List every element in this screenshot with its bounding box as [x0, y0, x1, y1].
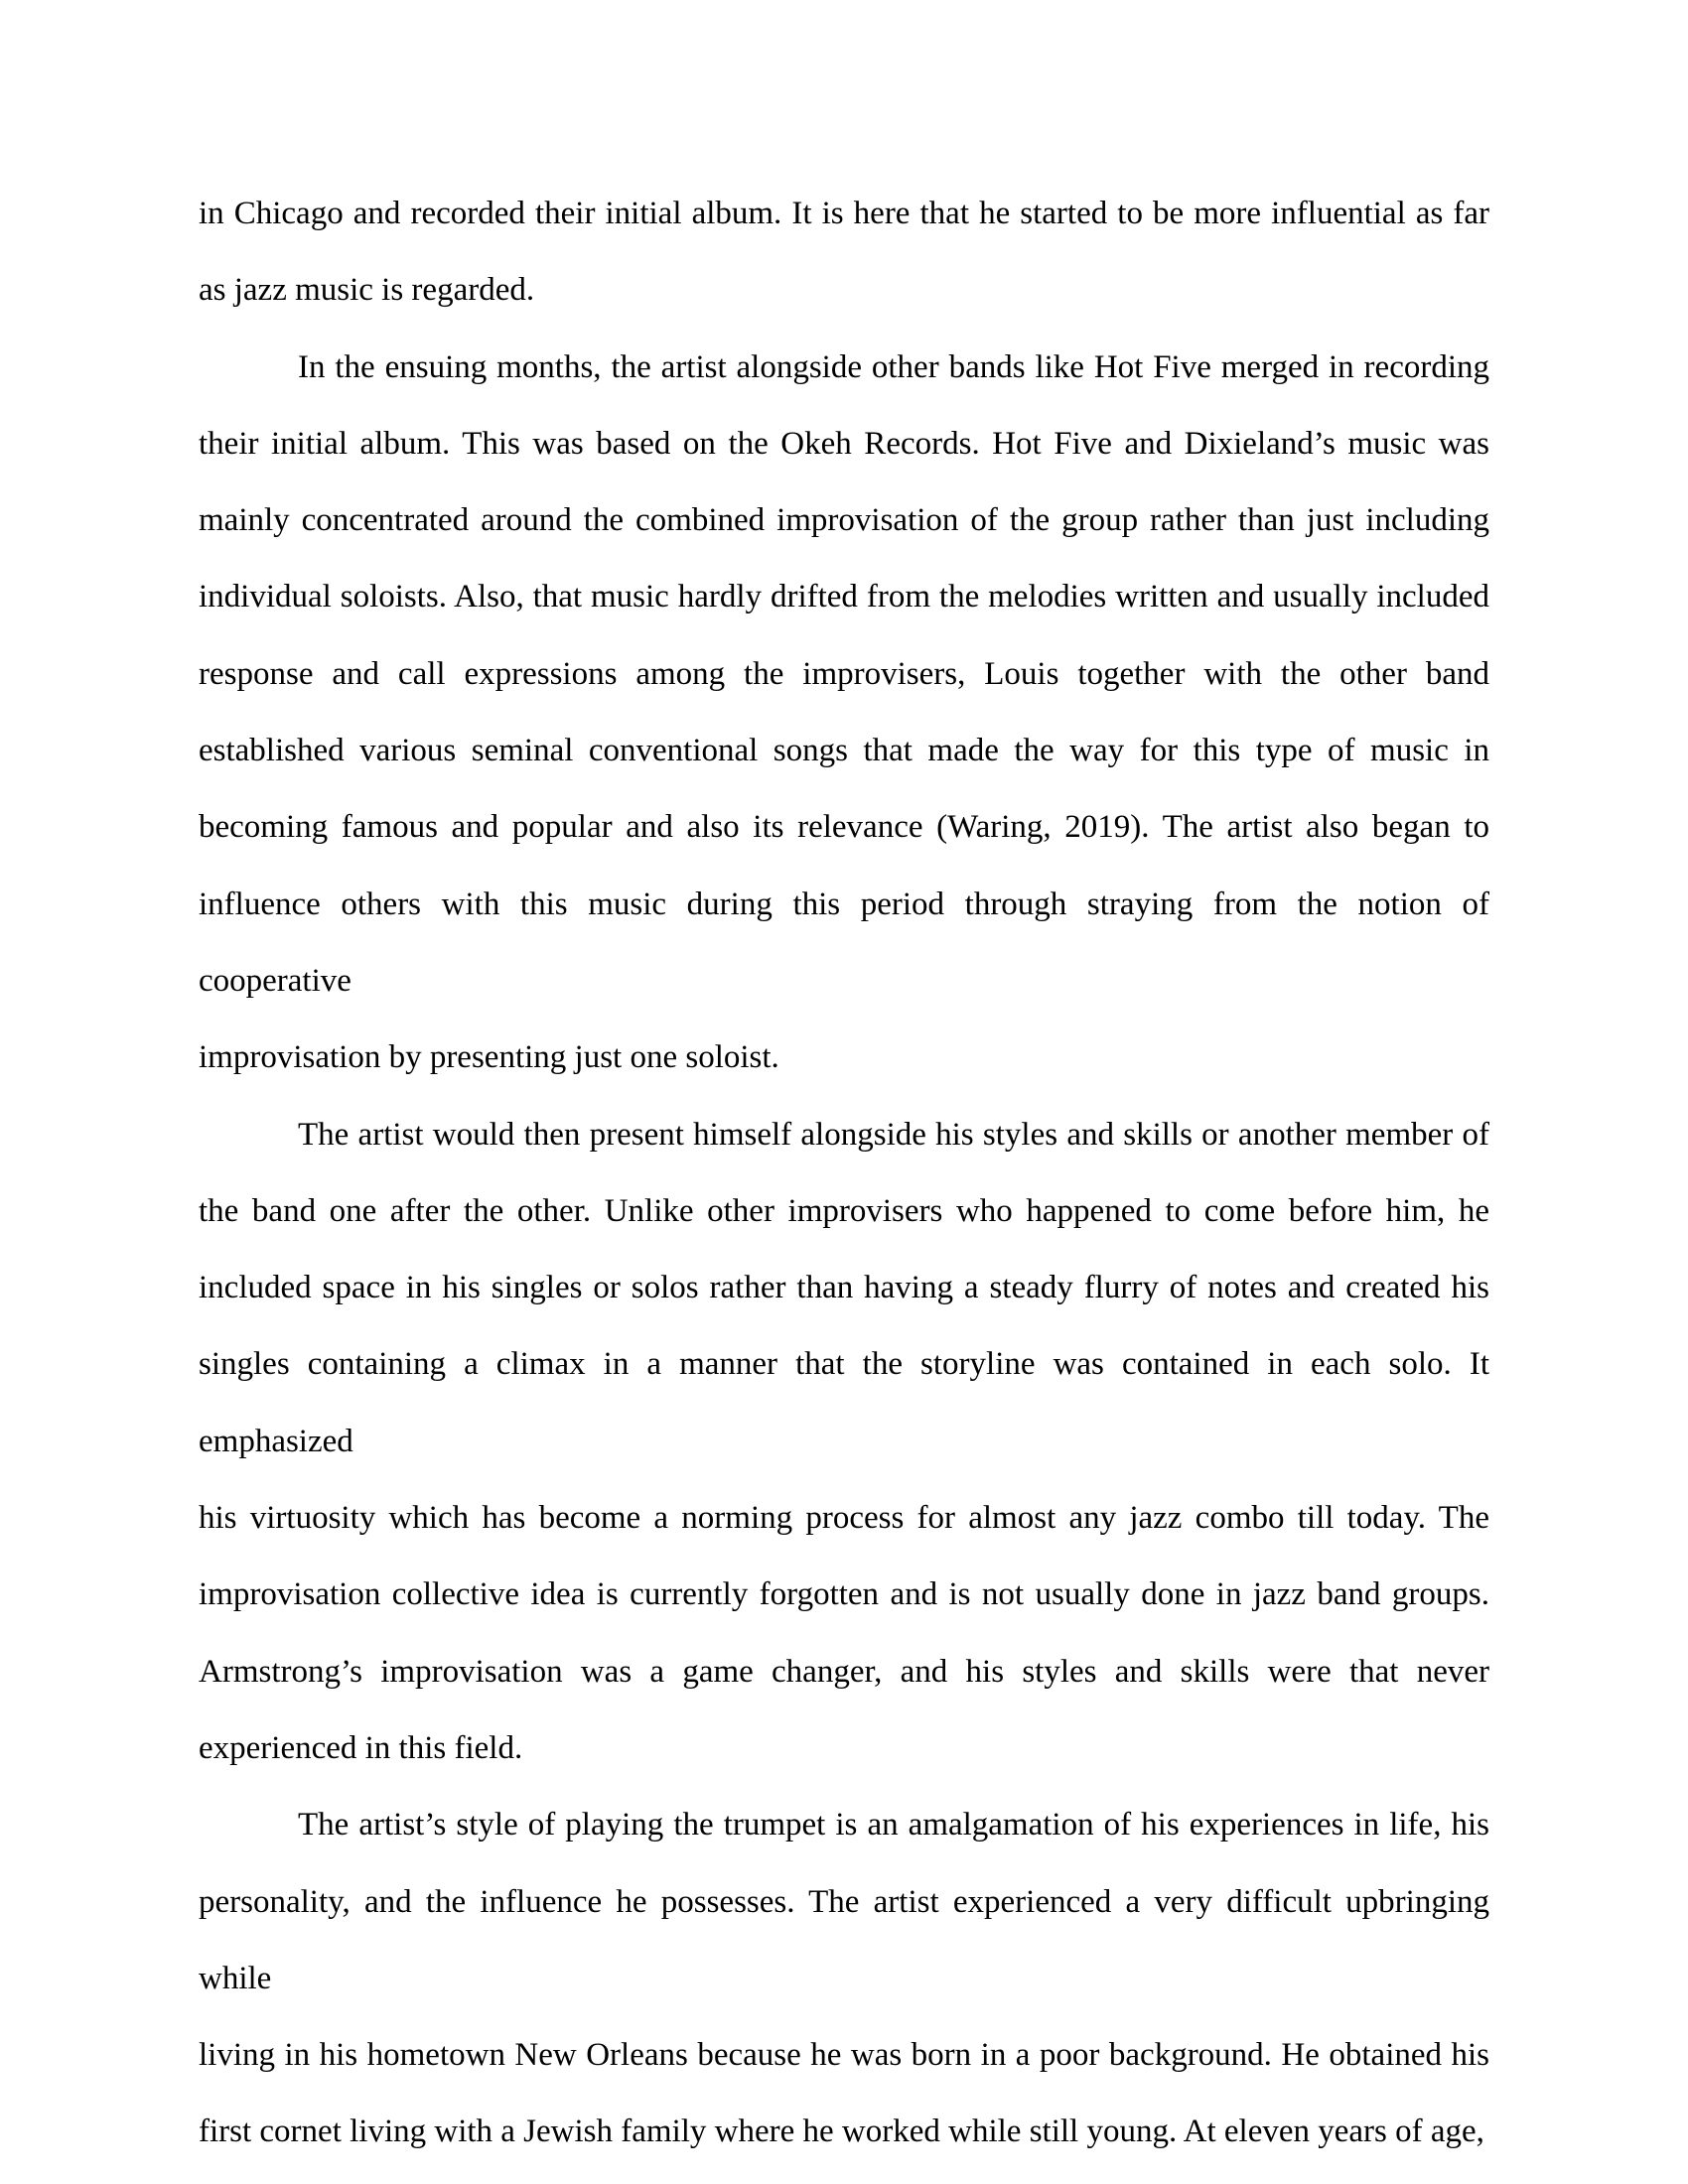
- text-line: personality, and the influence he possesses. The artist experienced a very difficult upbringing while: [199, 1883, 1489, 1996]
- text-line: improvisation by presenting just one soloist.: [199, 1039, 779, 1076]
- text-line: response and call expressions among the improvisers, Louis together with the other band: [199, 655, 1489, 692]
- text-line: improvisation collective idea is currently forgotten and is not usually done in jazz band groups.: [199, 1576, 1489, 1613]
- text-line: the band one after the other. Unlike other improvisers who happened to come before him, he: [199, 1192, 1489, 1229]
- text-line: included space in his singles or solos rather than having a steady flurry of notes and created his: [199, 1270, 1489, 1306]
- text-line: singles containing a climax in a manner that the storyline was contained in each solo. It emphasized: [199, 1346, 1489, 1459]
- paragraph: [199, 176, 1489, 330]
- text-line: living in his hometown New Orleans because he was born in a poor background. He obtained his: [199, 2037, 1489, 2074]
- text-line: his virtuosity which has become a norming process for almost any jazz combo till today. The: [199, 1500, 1489, 1537]
- text-line: established various seminal conventional songs that made the way for this type of music in: [199, 733, 1489, 769]
- text-line: their initial album. This was based on the Okeh Records. Hot Five and Dixieland’s music was: [199, 425, 1489, 462]
- text-line: The artist’s style of playing the trumpet is an amalgamation of his experiences in life, his: [298, 1807, 1489, 1843]
- text-line: in Chicago and recorded their initial album. It is here that he started to be more influential as far: [199, 196, 1489, 231]
- text-line: Armstrong’s improvisation was a game changer, and his styles and skills were that never: [199, 1653, 1489, 1690]
- paragraph: [199, 330, 1489, 1097]
- paragraph: [199, 1787, 1489, 2170]
- text-line: first cornet living with a Jewish family where he worked while still young. At eleven years of age,: [199, 2114, 1484, 2150]
- text-line: individual soloists. Also, that music hardly drifted from the melodies written and usually included: [199, 579, 1489, 615]
- text-line: The artist would then present himself alongside his styles and skills or another member of: [298, 1116, 1489, 1153]
- text-line: becoming famous and popular and also its relevance (Waring, 2019). The artist also began to: [199, 809, 1489, 846]
- text-line: as jazz music is regarded.: [199, 272, 535, 309]
- text-line: influence others with this music during this period through straying from the notion of cooperative: [199, 886, 1489, 999]
- paragraph: [199, 1097, 1489, 1788]
- text-line: In the ensuing months, the artist alongside other bands like Hot Five merged in recording: [298, 348, 1489, 385]
- text-line: experienced in this field.: [199, 1729, 523, 1766]
- text-line: mainly concentrated around the combined improvisation of the group rather than just including: [199, 502, 1489, 539]
